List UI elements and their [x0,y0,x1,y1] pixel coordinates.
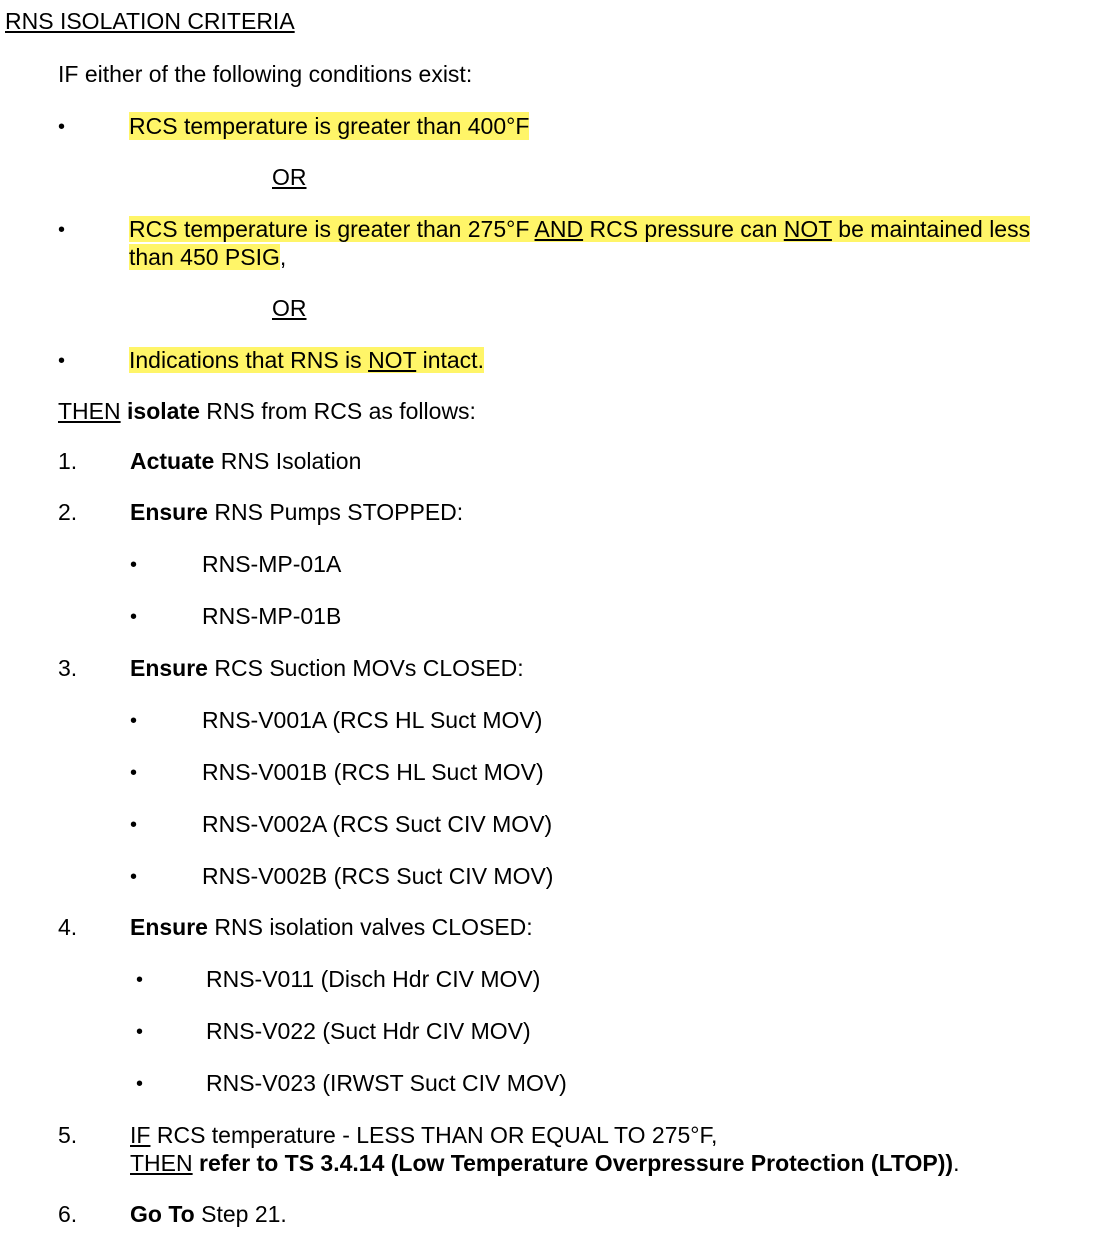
step-3: Ensure RCS Suction MOVs CLOSED: [130,655,524,681]
condition-2: RCS temperature is greater than 275°F AND RCS pressure can NOT be maintained less [129,216,1031,242]
list-item: RNS-MP-01A [202,551,342,577]
list-item: RNS-MP-01B [202,603,342,629]
list-item: RNS-V011 (Disch Hdr CIV MOV) [206,966,541,992]
bullet: • [130,554,138,576]
list-item: RNS-V001B (RCS HL Suct MOV) [202,759,544,785]
bullet: • [136,1073,144,1095]
list-item: RNS-V001A (RCS HL Suct MOV) [202,707,543,733]
step-1: Actuate RNS Isolation [130,448,362,474]
step-number: 1. [58,448,78,474]
then-isolate-line: THEN isolate RNS from RCS as follows: [58,398,476,424]
step-number: 4. [58,914,78,940]
list-item: RNS-V022 (Suct Hdr CIV MOV) [206,1018,531,1044]
step-2: Ensure RNS Pumps STOPPED: [130,499,464,525]
or-connector: OR [272,295,307,321]
bullet: • [136,969,144,991]
bullet: • [130,762,138,784]
bullet: • [58,350,66,372]
or-connector: OR [272,164,307,190]
bullet: • [130,814,138,836]
bullet: • [130,606,138,628]
intro-text: IF either of the following conditions exist: [58,61,473,87]
bullet: • [136,1021,144,1043]
step-4: Ensure RNS isolation valves CLOSED: [130,914,533,940]
bullet: • [130,866,138,888]
condition-1: RCS temperature is greater than 400°F [129,113,530,139]
condition-2-line2: than 450 PSIG, [129,244,287,270]
bullet: • [130,710,138,732]
bullet: • [58,116,66,138]
list-item: RNS-V002B (RCS Suct CIV MOV) [202,863,554,889]
page-title: RNS ISOLATION CRITERIA [5,8,295,34]
step-number: 2. [58,499,78,525]
step-number: 3. [58,655,78,681]
step-number: 5. [58,1122,78,1148]
step-5-line1: IF RCS temperature - LESS THAN OR EQUAL TO 275°F, [130,1122,718,1148]
step-5-line2: THEN refer to TS 3.4.14 (Low Temperature Overpressure Protection (LTOP)). [130,1150,960,1176]
step-number: 6. [58,1201,78,1227]
list-item: RNS-V023 (IRWST Suct CIV MOV) [206,1070,567,1096]
step-6: Go To Step 21. [130,1201,287,1227]
condition-3: Indications that RNS is NOT intact. [129,347,484,373]
list-item: RNS-V002A (RCS Suct CIV MOV) [202,811,553,837]
bullet: • [58,219,66,241]
